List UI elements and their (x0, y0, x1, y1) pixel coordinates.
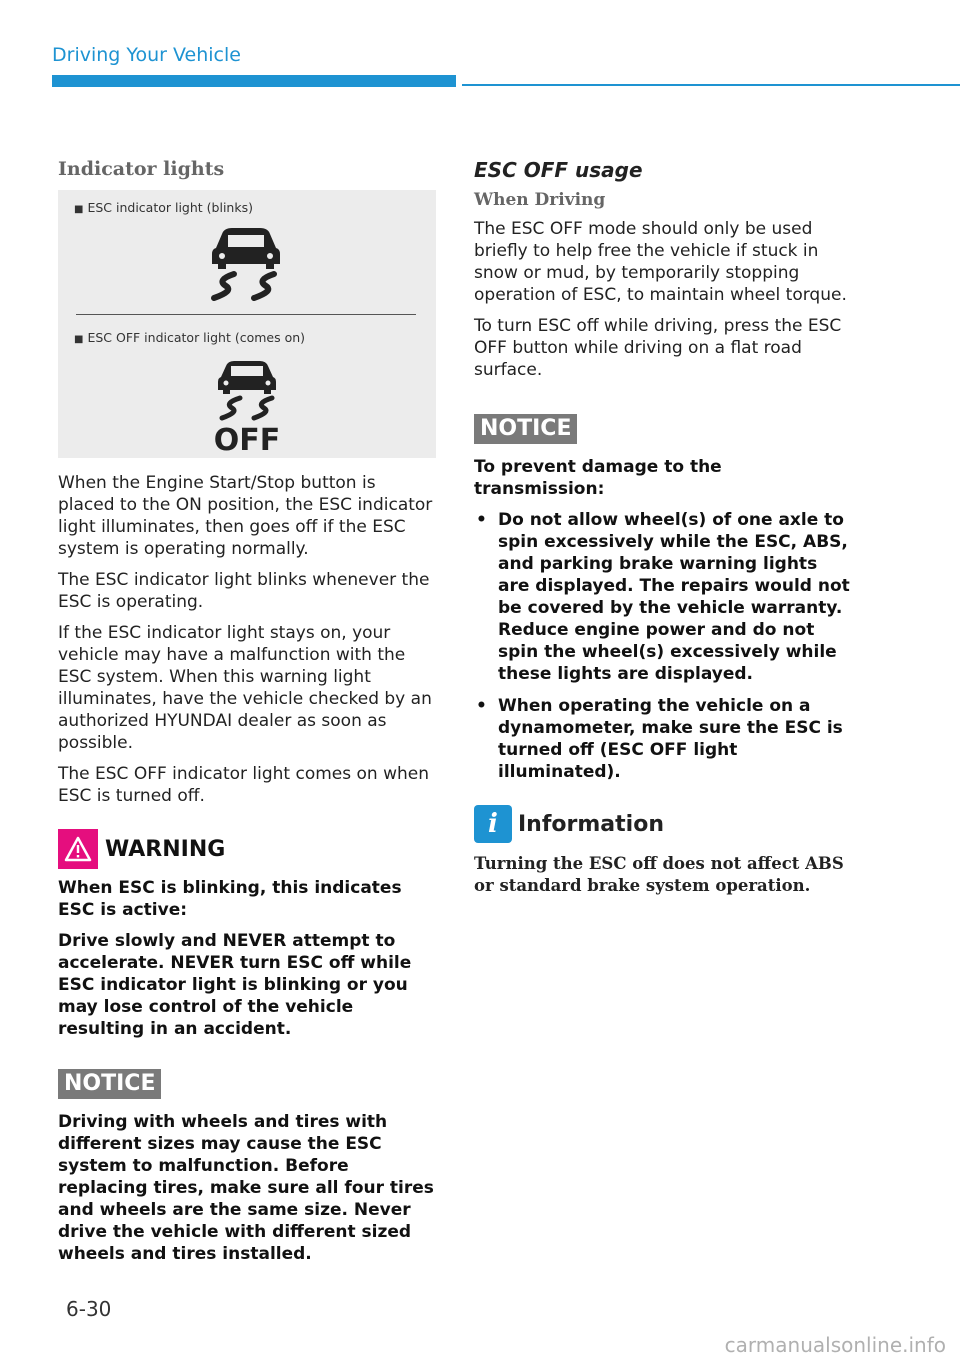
paragraph: The ESC OFF mode should only be used briefly to help free the vehicle if stuck in snow or mud, by temporarily stopping operation of ESC, to maintain wheel torque. (474, 219, 847, 305)
warning-triangle-icon (58, 829, 98, 869)
esc-skid-icon (204, 226, 288, 302)
warning-header (58, 829, 436, 869)
indicator-figure (58, 190, 436, 458)
figure-caption-off: ■ ESC OFF indicator light (comes on) (74, 330, 306, 345)
indicator-lights-heading: Indicator lights (58, 158, 225, 180)
warning-label: WARNING (105, 836, 226, 862)
page-number: 6-30 (66, 1297, 112, 1321)
information-header (474, 805, 854, 843)
warning-text: When ESC is blinking, this indicates ESC is active: (58, 878, 402, 920)
notice-bullet-list (474, 509, 854, 783)
left-column (58, 158, 436, 1274)
figure-divider (76, 314, 416, 315)
bullet-text: Do not allow wheel(s) of one axle to spin excessively while the ESC, ABS, and parking brake warning lights are displayed. The repairs would not be covered by the vehicle warranty. Reduce engine power and do not spin the wheel(s) excessively while these lights are displayed. (498, 510, 850, 684)
bullet-text: When operating the vehicle on a dynamometer, make sure the ESC is turned off (ESC OFF light illuminated). (498, 696, 843, 782)
notice-intro: To prevent damage to the transmission: (474, 457, 722, 499)
paragraph: The ESC OFF indicator light comes on when ESC is turned off. (58, 764, 430, 806)
esc-off-icon (212, 358, 282, 454)
warning-text: Drive slowly and NEVER attempt to accelerate. NEVER turn ESC off while ESC indicator light is blinking or you may lose control of the vehicle resulting in an accident. (58, 931, 412, 1039)
list-item: • When operating the vehicle on a dynamometer, make sure the ESC is turned off (ESC OFF light illuminated). (476, 696, 843, 782)
right-column (474, 158, 854, 897)
paragraph: If the ESC indicator light stays on, your vehicle may have a malfunction with the ESC system. When this warning light illuminates, have the vehicle checked by an authorized HYUNDAI dealer as soon as possible. (58, 623, 432, 753)
header-accent-bar (52, 75, 456, 87)
notice-text: Driving with wheels and tires with different sizes may cause the ESC system to malfunction. Before replacing tires, make sure all four tires and wheels are the same size. Never drive the vehicle with different sized wheels and tires installed. (58, 1112, 434, 1264)
information-text: Turning the ESC off does not affect ABS or standard brake system operation. (474, 854, 844, 895)
paragraph: When the Engine Start/Stop button is placed to the ON position, the ESC indicator light illuminates, then goes off if the ESC system is operating normally. (58, 473, 433, 559)
info-icon: i (474, 805, 512, 843)
header-rule (462, 84, 960, 86)
list-item: • Do not allow wheel(s) of one axle to spin excessively while the ESC, ABS, and parking brake warning lights are displayed. The repairs would not be covered by the vehicle warranty. Reduce engine power and do not spin the wheel(s) excessively while these lights are displayed. (476, 510, 850, 684)
notice-badge: NOTICE (58, 1069, 161, 1099)
figure-caption-blinks: ■ ESC indicator light (blinks) (74, 200, 253, 215)
information-label: Information (518, 811, 664, 837)
when-driving-subheading: When Driving (474, 190, 606, 210)
section-title: Driving Your Vehicle (52, 44, 241, 66)
caption-text: ESC indicator light (blinks) (87, 200, 253, 215)
paragraph: The ESC indicator light blinks whenever the ESC is operating. (58, 570, 430, 612)
caption-text: ESC OFF indicator light (comes on) (87, 330, 306, 345)
off-label: OFF (213, 423, 281, 454)
watermark: carmanualsonline.info (724, 1333, 946, 1357)
paragraph: To turn ESC off while driving, press the ESC OFF button while driving on a flat road surface. (474, 316, 842, 380)
esc-off-usage-heading: ESC OFF usage (474, 158, 643, 182)
notice-badge: NOTICE (474, 414, 577, 444)
